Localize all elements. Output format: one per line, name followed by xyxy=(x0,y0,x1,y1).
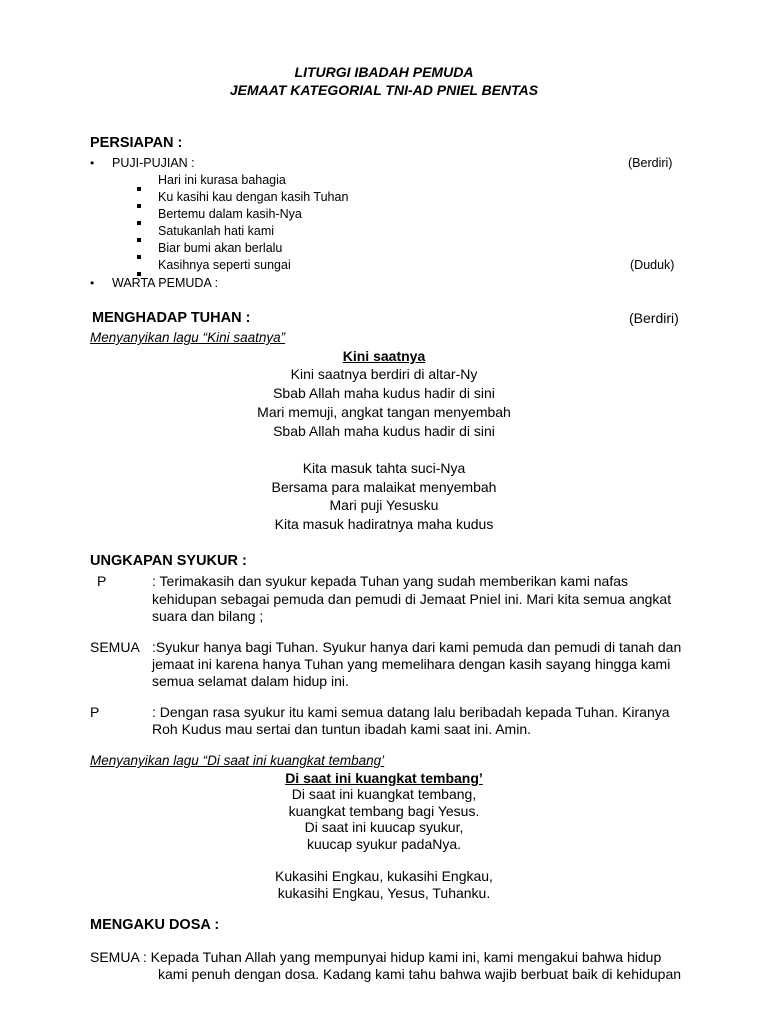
lyric-line: Kukasihi Engkau, kukasihi Engkau, xyxy=(275,868,493,884)
lyric-line: Mari puji Yesusku xyxy=(329,497,439,513)
speaker-label: P xyxy=(90,704,100,720)
warta-label: WARTA PEMUDA : xyxy=(112,276,219,290)
bullet-dot-icon: • xyxy=(90,156,95,170)
paragraph-line: semua selamat dalam hidup ini. xyxy=(152,673,349,689)
lyric-line: kuucap syukur padaNya. xyxy=(306,836,462,852)
bullet-dot-icon: • xyxy=(90,276,95,290)
paragraph-line: : Dengan rasa syukur itu kami semua datang lalu beribadah kepada Tuhan. Kiranya xyxy=(152,704,670,720)
list-item: Bertemu dalam kasih-Nya xyxy=(158,207,302,221)
square-bullet-icon xyxy=(137,195,141,213)
dosa-heading: MENGAKU DOSA : xyxy=(90,917,220,933)
lyric-line: Kita masuk hadiratnya maha kudus xyxy=(274,516,494,532)
list-item: Satukanlah hati kami xyxy=(158,224,275,238)
song-title-kini-saatnya: Kini saatnya xyxy=(342,348,426,364)
lyric-line: Bersama para malaikat menyembah xyxy=(271,479,497,495)
songs-posture: (Duduk) xyxy=(630,258,675,272)
lyric-line: Mari memuji, angkat tangan menyembah xyxy=(257,404,511,420)
square-bullet-icon xyxy=(137,246,141,264)
paragraph-line: Roh Kudus mau sertai dan tuntun ibadah kami saat ini. Amin. xyxy=(152,721,531,737)
paragraph-line: kehidupan sebagai pemuda dan pemudi di Jemaat Pniel ini. Mari kita semua angkat xyxy=(152,591,672,607)
lyric-line: Kita masuk tahta suci-Nya xyxy=(302,460,466,476)
song-title-di-saat-ini: Di saat ini kuangkat tembang’ xyxy=(285,770,483,786)
list-item: Ku kasihi kau dengan kasih Tuhan xyxy=(158,190,349,204)
square-bullet-icon xyxy=(137,229,141,247)
square-bullet-icon xyxy=(137,212,141,230)
paragraph-line: suara dan bilang ; xyxy=(152,608,264,624)
menghadap-posture: (Berdiri) xyxy=(629,310,679,326)
paragraph-line: :Syukur hanya bagi Tuhan. Syukur hanya dari kami pemuda dan pemudi di tanah dan xyxy=(152,639,682,655)
lyric-line: Kini saatnya berdiri di altar-Ny xyxy=(290,366,478,382)
doc-title-line1: LITURGI IBADAH PEMUDA xyxy=(294,64,474,80)
list-item: Biar bumi akan berlalu xyxy=(158,241,283,255)
puji-label: PUJI-PUJIAN : xyxy=(112,156,195,170)
menghadap-instruction: Menyanyikan lagu “Kini saatnya” xyxy=(90,330,286,345)
speaker-label: P xyxy=(97,573,107,589)
doc-title-line2: JEMAAT KATEGORIAL TNI-AD PNIEL BENTAS xyxy=(229,82,539,98)
lyric-line: Di saat ini kuucap syukur, xyxy=(304,819,464,835)
speaker-label: SEMUA xyxy=(90,639,140,655)
persiapan-heading: PERSIAPAN : xyxy=(90,135,183,151)
syukur-instruction: Menyanyikan lagu “Di saat ini kuangkat tembang’ xyxy=(90,753,385,768)
paragraph-line: SEMUA : Kepada Tuhan Allah yang mempunyai hidup kami ini, kami mengakui bahwa hidup xyxy=(90,949,662,965)
paragraph-line: : Terimakasih dan syukur kepada Tuhan yang sudah memberikan kami nafas xyxy=(152,573,629,589)
lyric-line: kukasihi Engkau, Yesus, Tuhanku. xyxy=(277,885,491,901)
lyric-line: Sbab Allah maha kudus hadir di sini xyxy=(273,385,495,401)
lyric-line: kuangkat tembang bagi Yesus. xyxy=(288,803,480,819)
list-item: Hari ini kurasa bahagia xyxy=(158,173,286,187)
menghadap-heading: MENGHADAP TUHAN : xyxy=(92,310,251,326)
square-bullet-icon xyxy=(137,178,141,196)
list-item: Kasihnya seperti sungai xyxy=(158,258,291,272)
syukur-heading: UNGKAPAN SYUKUR : xyxy=(90,553,247,569)
paragraph-line: kami penuh dengan dosa. Kadang kami tahu bahwa wajib berbuat baik di kehidupan xyxy=(158,966,682,982)
puji-posture: (Berdiri) xyxy=(628,156,673,170)
paragraph-line: jemaat ini karena hanya Tuhan yang memelihara dengan kasih sayang hingga kami xyxy=(152,656,671,672)
lyric-line: Di saat ini kuangkat tembang, xyxy=(291,786,477,802)
lyric-line: Sbab Allah maha kudus hadir di sini xyxy=(273,423,495,439)
